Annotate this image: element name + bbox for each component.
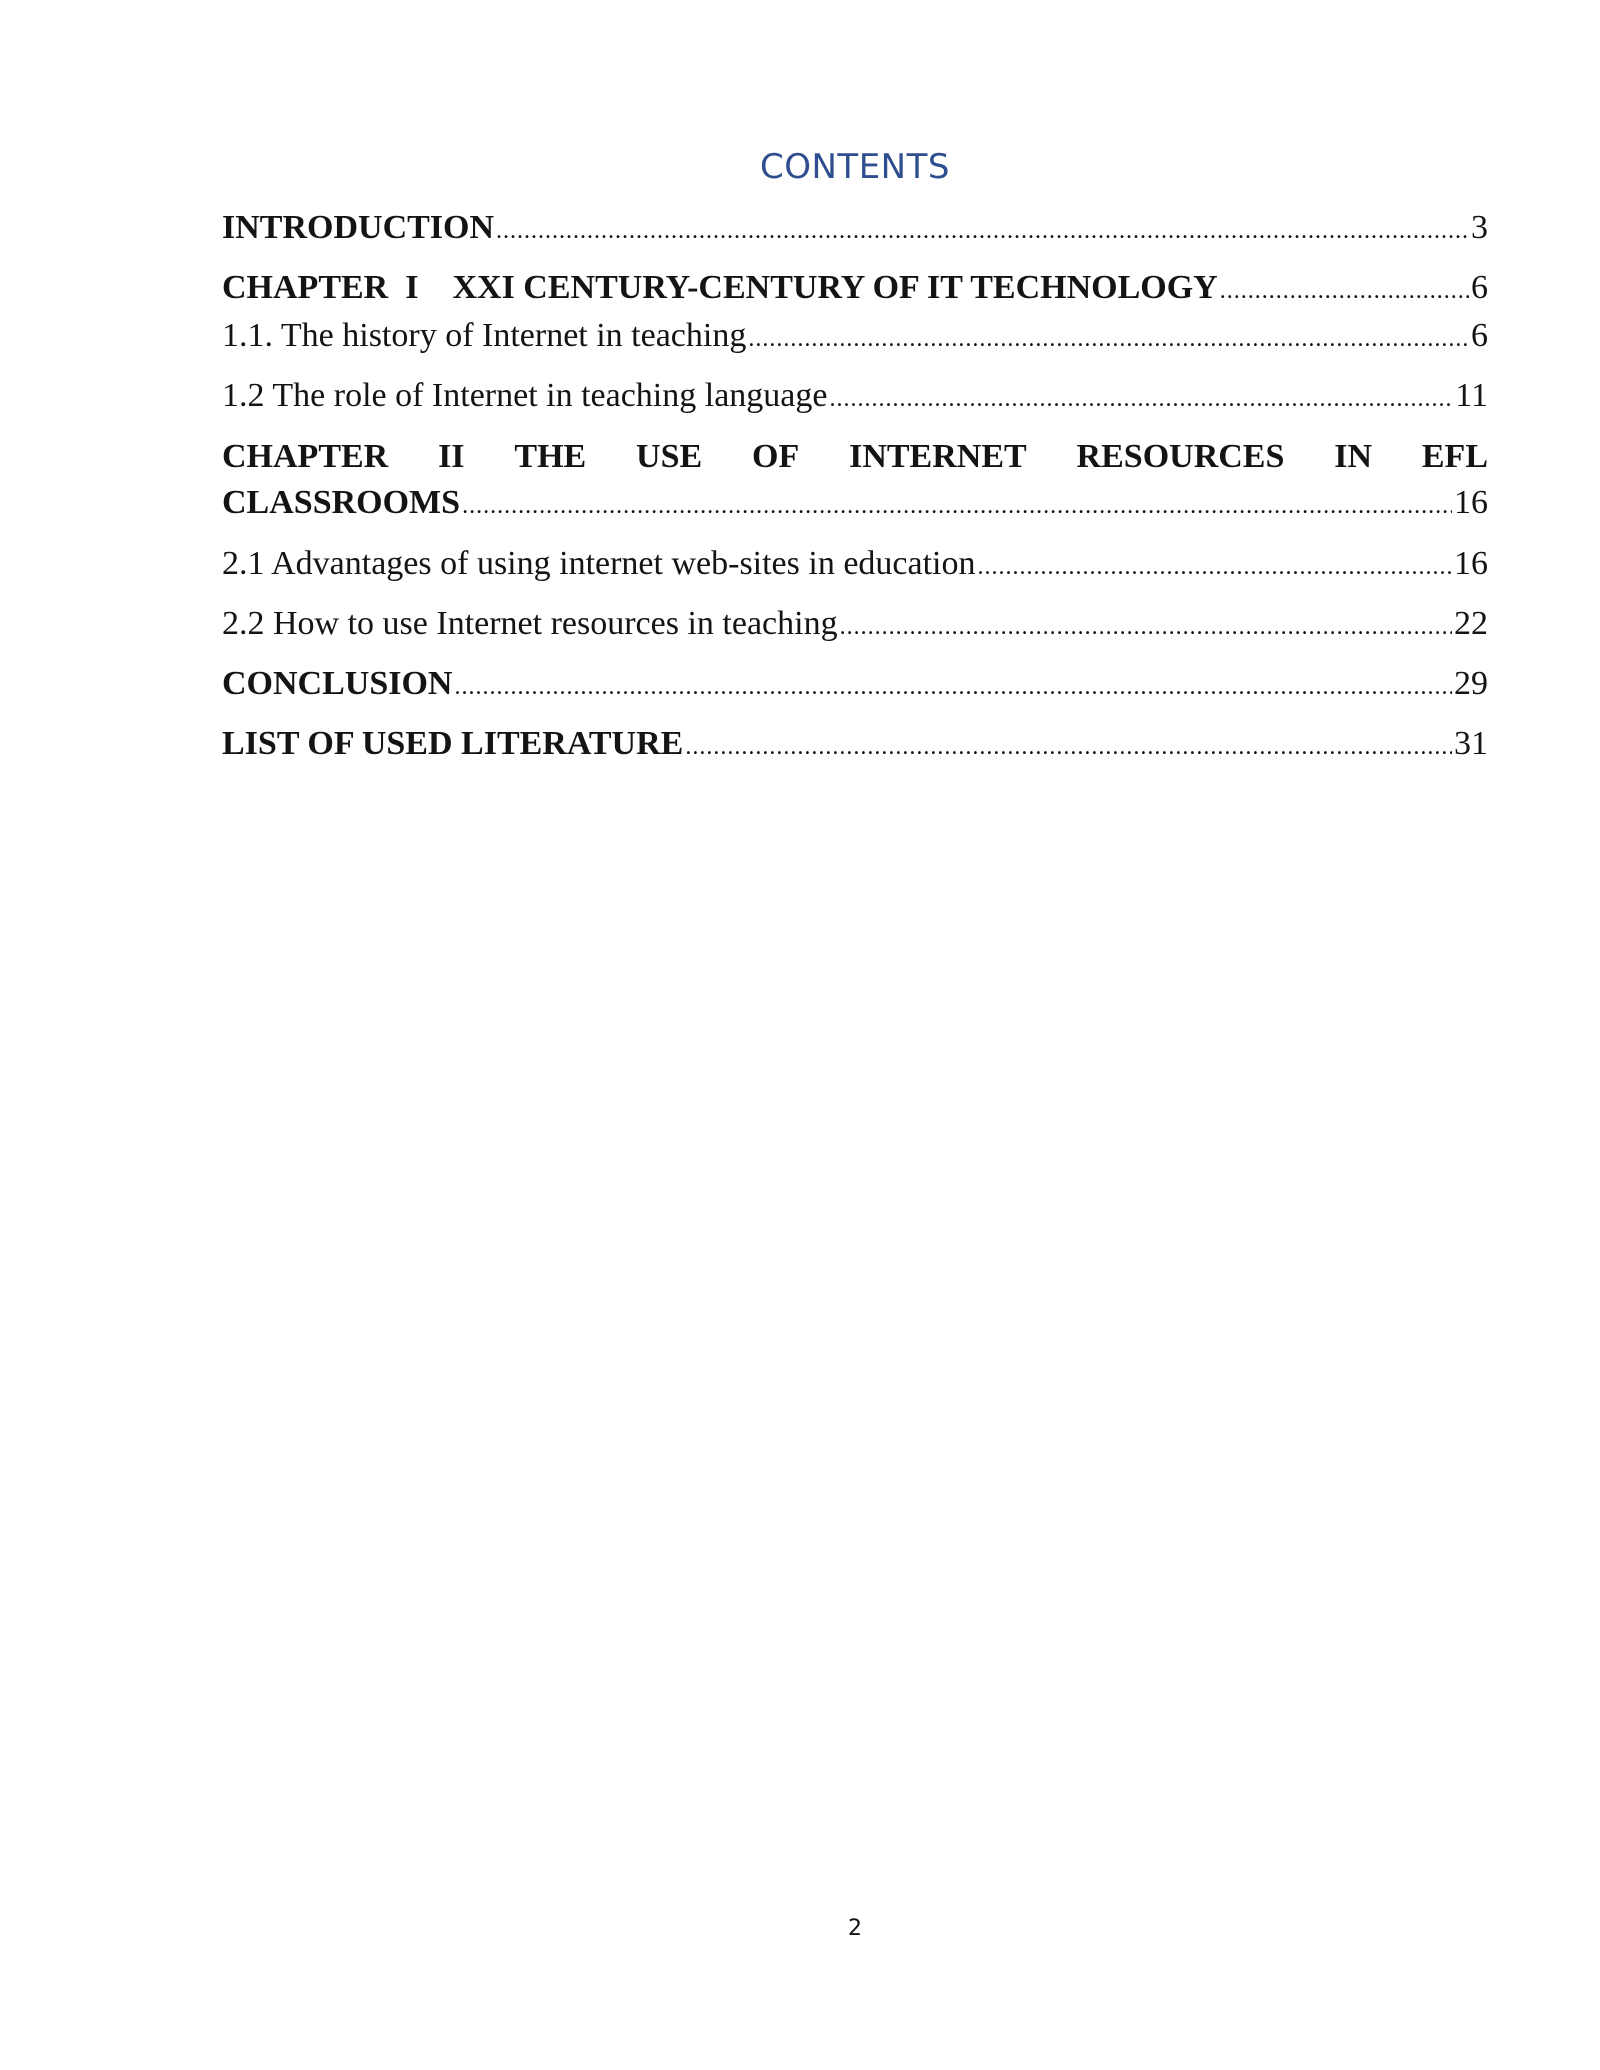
toc-entry-page: 22 [1454,605,1488,642]
toc-leader-dots [454,667,1452,707]
toc-entry-page: 6 [1471,269,1488,306]
toc-entry-label: 1.1. The history of Internet in teaching [222,317,747,354]
contents-heading: CONTENTS [760,147,950,187]
toc-entry-conclusion[interactable] [222,664,1488,707]
toc-entry-1-2[interactable] [222,376,1488,419]
toc-entry-label: 2.2 How to use Internet resources in teaching [222,605,838,642]
toc-entry-page: 11 [1455,377,1488,414]
toc-word: RESOURCES [1076,438,1285,475]
toc-entry-page: 29 [1454,665,1488,702]
toc-entry-page: 16 [1454,484,1488,521]
toc-entry-label: CONCLUSION [222,665,453,702]
toc-word: CHAPTER [222,438,389,475]
toc-entry-2-2[interactable] [222,604,1488,647]
toc-entry-label: CLASSROOMS [222,484,461,521]
toc-entry-literature[interactable] [222,724,1488,767]
toc-entry-label: INTRODUCTION [222,209,495,246]
page-number: 2 [848,1916,862,1941]
toc-entry-label: 2.1 Advantages of using internet web-sites in education [222,545,976,582]
toc-entry-page: 6 [1471,317,1488,354]
toc-entry-label-line1 [222,434,1488,480]
toc-entry-chapter-1[interactable] [222,268,1488,311]
toc-entry-introduction[interactable] [222,208,1488,251]
toc-leader-dots [462,483,1452,526]
toc-entry-label: LIST OF USED LITERATURE [222,725,684,762]
toc-leader-dots [840,607,1452,647]
toc-leader-dots [748,319,1469,359]
toc-entry-label: 1.2 The role of Internet in teaching language [222,377,828,414]
toc-entry-chapter-2[interactable] [222,434,1488,526]
toc-word: THE [514,438,587,475]
toc-leader-dots [685,727,1452,767]
toc-entry-label-line2 [222,480,1488,526]
toc-entry-2-1[interactable] [222,544,1488,587]
toc-leader-dots [978,547,1453,587]
toc-leader-dots [829,379,1453,419]
toc-entry-page: 16 [1454,545,1488,582]
toc-word: EFL [1421,438,1488,475]
toc-entry-page: 31 [1454,725,1488,762]
toc-word: IN [1334,438,1373,475]
toc-leader-dots [1220,271,1469,311]
toc-entry-label: CHAPTER I XXI CENTURY-CENTURY OF IT TECHNOLOGY [222,269,1218,306]
toc-word: II [438,438,465,475]
toc-word: OF [752,438,800,475]
toc-leader-dots [496,211,1469,251]
toc-word: INTERNET [849,438,1027,475]
toc-word: USE [636,438,703,475]
toc-entry-1-1[interactable] [222,316,1488,359]
toc-entry-page: 3 [1471,209,1488,246]
